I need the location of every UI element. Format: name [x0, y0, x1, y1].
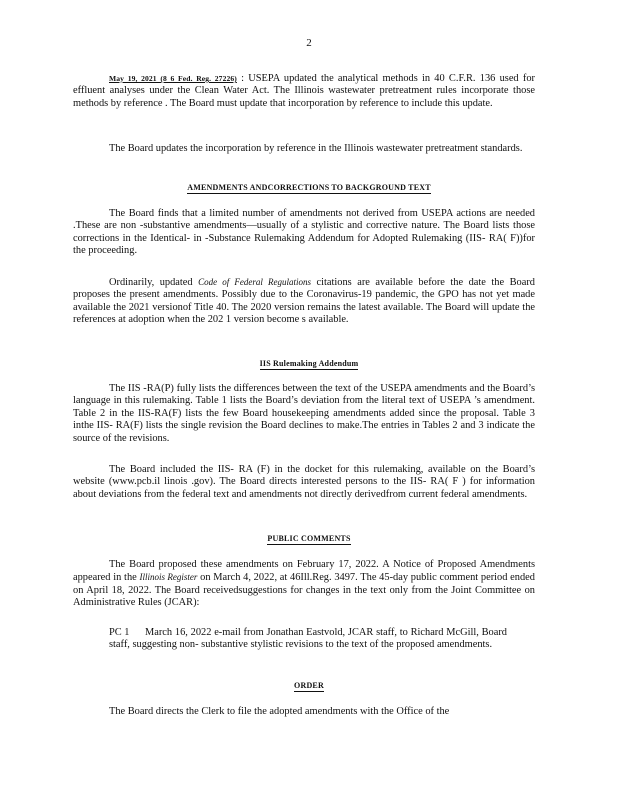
paragraph-text: The Board included the IIS- RA (F) in the docket for this rulemaking, available on the Board’s website (www.pcb.il linois .gov). The Board directs interested persons to the IIS- RA( F ) for information about deviations from the federal text and amendments not directly derivedfrom current federal amendments. — [73, 464, 535, 500]
paragraph-text: The Board updates the incorporation by reference in the Illinois wastewater pretreatment standards. — [109, 143, 523, 154]
paragraph-text: The Board directs the Clerk to file the adopted amendments with the Office of the — [109, 706, 450, 717]
paragraph-proposal: The Board proposed these amendments on February 17, 2022. A Notice of Proposed Amendments appeared in the Illinois Register on March 4, 2022, at 46Ill.Reg. 3497. The 45-day public comment period ended on April 18, 2022. The Board receivedsuggestions for changes in the text only from the Joint Committee on Administrative Rules (JCAR): — [73, 559, 535, 609]
paragraph-text: The Board finds that a limited number of amendments not derived from USEPA actions are needed .These are non -substantive amendments—usually of a stylistic and corrective nature. The Board lists those corrections in the Identical- in -Substance Rulemaking Addendum for Adopted Rulemaking (IIS- RA( F))for the proceeding. — [73, 208, 535, 257]
page-number: 2 — [306, 37, 312, 49]
federal-register-citation: May 19, 2021 (8 6 Fed. Reg. 27226) — [109, 74, 237, 83]
paragraph-incorporation — [73, 143, 535, 155]
paragraph-methods-update — [73, 73, 535, 110]
paragraph-docket — [73, 464, 535, 501]
section-heading-comments: PUBLIC COMMENTS — [267, 534, 351, 543]
paragraph-iis-ra — [73, 383, 535, 445]
section-heading-order: ORDER — [294, 681, 324, 690]
paragraph-cfr-citations: Ordinarily, updated Code of Federal Regulations citations are available before the date the Board proposes the present amendments. Possibly due to the Coronavirus-19 pandemic, the GPO has not yet made available the 2021 versionof Title 40. The 2020 version remains the latest available. The Board will update the references at adoption when the 202 1 version become s available. — [73, 277, 535, 326]
paragraph-text: The IIS -RA(P) fully lists the differences between the text of the USEPA amendments and the Board’s language in this rulemaking. Table 1 lists the Board’s deviation from the literal text of USEPA ’s amendment. Table 2 in the IIS-RA(F) lists the few Board housekeeping amendments added since the proposal. Table 3 inthe IIS- RA(F) lists the single revision the Board declines to make.The entries in Tables 2 and 3 indicate the source of the revisions. — [73, 383, 535, 444]
public-comment-text: March 16, 2022 e-mail from Jonathan Eastvold, JCAR staff, to Richard McGill, Board staff, suggesting non- substantive stylistic revisions to the text of the proposed amendments. — [109, 627, 507, 651]
paragraph-board-finds — [73, 208, 535, 258]
paragraph-text: : USEPA updated the analytical methods in 40 C.F.R. 136 used for effluent analyses under the Clean Water Act. The Illinois wastewater pretreatment rules incorporate those methods by reference . The Board must update that incorporation by reference to include this update. — [73, 73, 535, 109]
public-comment-item — [109, 627, 507, 652]
public-comment-label: PC 1 — [109, 627, 130, 638]
section-heading-amendments: AMENDMENTS ANDCORRECTIONS TO BACKGROUND TEXT — [187, 183, 431, 192]
register-title: Illinois Register — [139, 572, 198, 583]
section-heading-addendum: IIS Rulemaking Addendum — [259, 359, 359, 368]
paragraph-order — [73, 706, 535, 718]
cfr-title: Code of Federal Regulations — [198, 277, 312, 287]
